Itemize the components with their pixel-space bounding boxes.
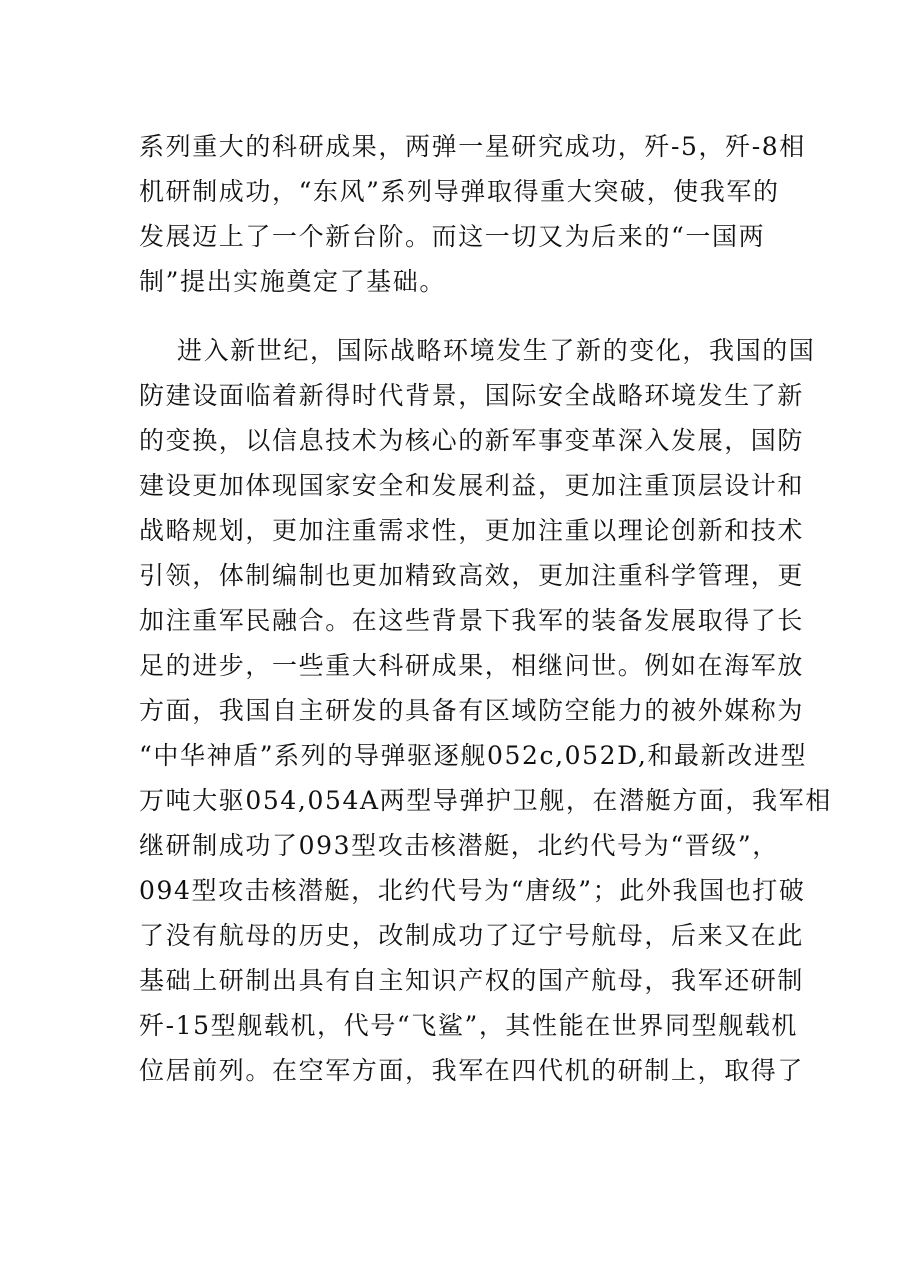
- paragraph-1-line: 系列重大的科研成果，两弹一星研究成功，歼-5，歼-8相: [139, 132, 806, 161]
- paragraph-2-line: 方面，我国自主研发的具备有区域防空能力的被外媒称为: [139, 696, 805, 725]
- paragraph-1-line: 制”提出实施奠定了基础。: [139, 267, 446, 296]
- paragraph-2-line: 继研制成功了093型攻击核潜艇，北约代号为“晋级”，: [139, 831, 779, 860]
- paragraph-2-line: 建设更加体现国家安全和发展利益，更加注重顶层设计和: [139, 471, 805, 500]
- paragraph-2-line: 万吨大驱054,054A两型导弹护卫舰，在潜艇方面，我军相: [139, 786, 832, 815]
- paragraph-2-line: 引领，体制编制也更加精致高效，更加注重科学管理，更: [139, 561, 805, 590]
- paragraph-1-line: 机研制成功，“东风”系列导弹取得重大突破，使我军的: [139, 177, 780, 206]
- paragraph-2-line: 了没有航母的历史，改制成功了辽宁号航母，后来又在此: [139, 921, 805, 950]
- paragraph-2-line: 战略规划，更加注重需求性，更加注重以理论创新和技术: [139, 516, 805, 545]
- paragraph-2-line: “中华神盾”系列的导弹驱逐舰052c,052D,和最新改进型: [139, 741, 808, 770]
- paragraph-2-line: 进入新世纪，国际战略环境发生了新的变化，我国的国: [177, 336, 816, 365]
- paragraph-2-line: 基础上研制出具有自主知识产权的国产航母，我军还研制: [139, 966, 805, 995]
- paragraph-2-line: 足的进步，一些重大科研成果，相继问世。例如在海军放: [139, 651, 805, 680]
- paragraph-1-line: 发展迈上了一个新台阶。而这一切又为后来的“一国两: [139, 222, 766, 251]
- paragraph-2: [139, 328, 832, 1093]
- paragraph-2-line: 歼-15型舰载机，代号“飞鲨”，其性能在世界同型舰载机: [139, 1011, 799, 1040]
- paragraph-2-line: 位居前列。在空军方面，我军在四代机的研制上，取得了: [139, 1056, 805, 1085]
- paragraph-2-line: 094型攻击核潜艇，北约代号为“唐级”；此外我国也打破: [139, 876, 806, 905]
- paragraph-2-line: 的变换，以信息技术为核心的新军事变革深入发展，国防: [139, 426, 805, 455]
- paragraph-2-line: 加注重军民融合。在这些背景下我军的装备发展取得了长: [139, 606, 805, 635]
- paragraph-1: [139, 124, 806, 304]
- paragraph-2-line: 防建设面临着新得时代背景，国际安全战略环境发生了新: [139, 381, 805, 410]
